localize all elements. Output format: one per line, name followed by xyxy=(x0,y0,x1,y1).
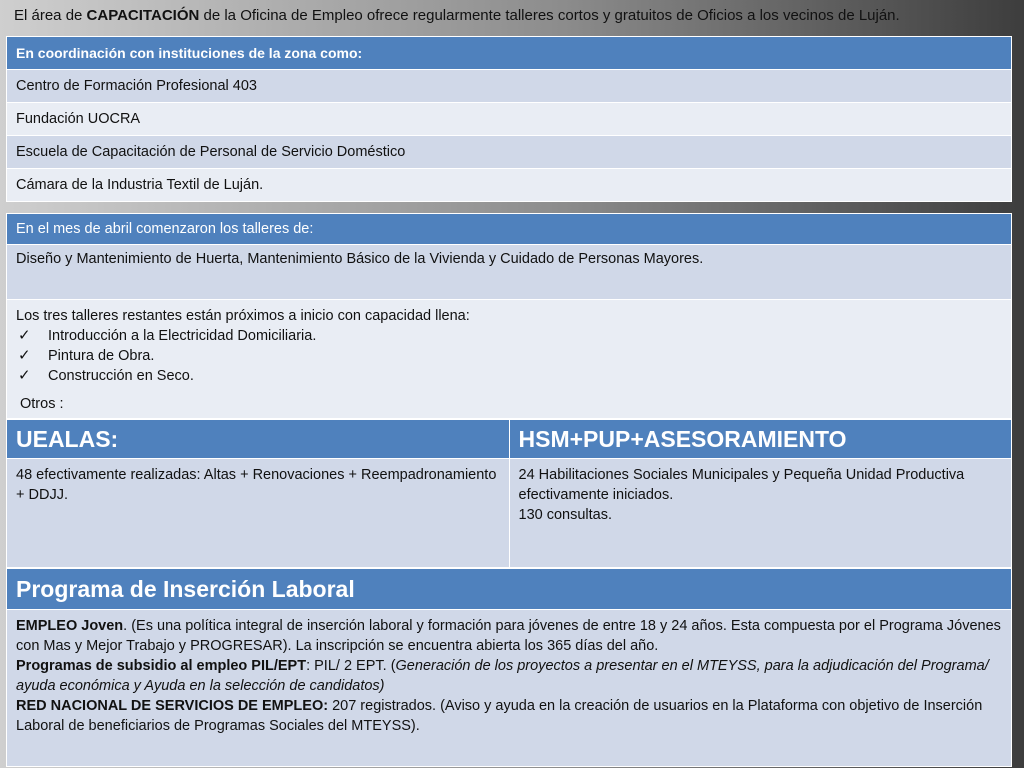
institution-row: Escuela de Capacitación de Personal de Servicio Doméstico xyxy=(7,136,1012,169)
institution-row: Cámara de la Industria Textil de Luján. xyxy=(7,169,1012,202)
workshops-table xyxy=(6,213,1012,419)
checkmark-icon: ✓ xyxy=(18,347,31,364)
program-p3-strong: RED NACIONAL DE SERVICIOS DE EMPLEO: xyxy=(16,698,329,714)
uealas-body: 48 efectivamente realizadas: Altas + Renovaciones + Reempadronamiento + DDJJ. xyxy=(7,459,510,568)
program-p2-text: : PIL/ 2 EPT. ( xyxy=(306,658,396,674)
uealas-header: UEALAS: xyxy=(7,420,510,459)
upcoming-list xyxy=(16,326,1002,386)
program-body xyxy=(7,610,1012,767)
program-paragraph-red xyxy=(16,696,1002,736)
institutions-header: En coordinación con instituciones de la zona como: xyxy=(7,37,1012,70)
workshops-otros: Otros : xyxy=(20,396,64,412)
program-p1-text: . (Es una política integral de inserción laboral y formación para jóvenes de entre 18 y 24 años. Esta compuesta por el Programa Jóvenes con Mas y Mejor Trabajo y PROGRESAR). La inscripción se encuentra abierta los 365 días del año. xyxy=(16,618,1001,654)
list-item-label: Introducción a la Electricidad Domiciliaria. xyxy=(48,328,317,344)
program-p1-strong: EMPLEO Joven xyxy=(16,618,124,634)
hsm-body xyxy=(509,459,1012,568)
checkmark-icon: ✓ xyxy=(18,367,31,384)
program-p3-text: 207 registrados. (Aviso y ayuda en la creación de usuarios en la Plataforma con objetivo de Inserción Laboral de beneficiarios de Programas Sociales del MTEYSS). xyxy=(16,698,983,734)
program-paragraph-subsidio xyxy=(16,656,1002,696)
list-item-label: Construcción en Seco. xyxy=(48,368,194,384)
program-p2-italic: Generación de los proyectos a presentar en el MTEYSS, para la adjudicación del Programa/ ayuda económica y Ayuda en la selección de candidatos) xyxy=(16,658,989,694)
hsm-header: HSM+PUP+ASESORAMIENTO xyxy=(509,420,1012,459)
institution-row: Centro de Formación Profesional 403 xyxy=(7,70,1012,103)
list-item xyxy=(16,346,1002,366)
list-item-label: Pintura de Obra. xyxy=(48,348,155,364)
services-table xyxy=(6,419,1012,568)
institutions-table xyxy=(6,36,1012,202)
list-item xyxy=(16,326,1002,346)
intro-pre: El área de xyxy=(14,7,87,24)
institution-row: Fundación UOCRA xyxy=(7,103,1012,136)
intro-strong: CAPACITACIÓN xyxy=(86,7,200,24)
program-table xyxy=(6,568,1012,767)
program-paragraph-empleo xyxy=(16,616,1002,656)
workshops-started: Diseño y Mantenimiento de Huerta, Mantenimiento Básico de la Vivienda y Cuidado de Personas Mayores. xyxy=(7,245,1012,300)
hsm-line2: 130 consultas. xyxy=(518,507,613,523)
intro-post: de la Oficina de Empleo ofrece regularmente talleres cortos y gratuitos de Oficios a los vecinos de Luján. xyxy=(199,7,900,24)
list-item xyxy=(16,366,1002,386)
hsm-line1: 24 Habilitaciones Sociales Municipales y Pequeña Unidad Productiva efectivamente iniciados. xyxy=(518,467,965,503)
checkmark-icon: ✓ xyxy=(18,327,31,344)
workshops-upcoming-cell xyxy=(7,300,1012,419)
intro-text xyxy=(14,6,1014,26)
program-header: Programa de Inserción Laboral xyxy=(7,569,1012,610)
workshops-upcoming-intro: Los tres talleres restantes están próximos a inicio con capacidad llena: xyxy=(16,308,470,324)
program-p2-strong: Programas de subsidio al empleo PIL/EPT xyxy=(16,658,307,674)
workshops-header: En el mes de abril comenzaron los talleres de: xyxy=(7,214,1012,245)
